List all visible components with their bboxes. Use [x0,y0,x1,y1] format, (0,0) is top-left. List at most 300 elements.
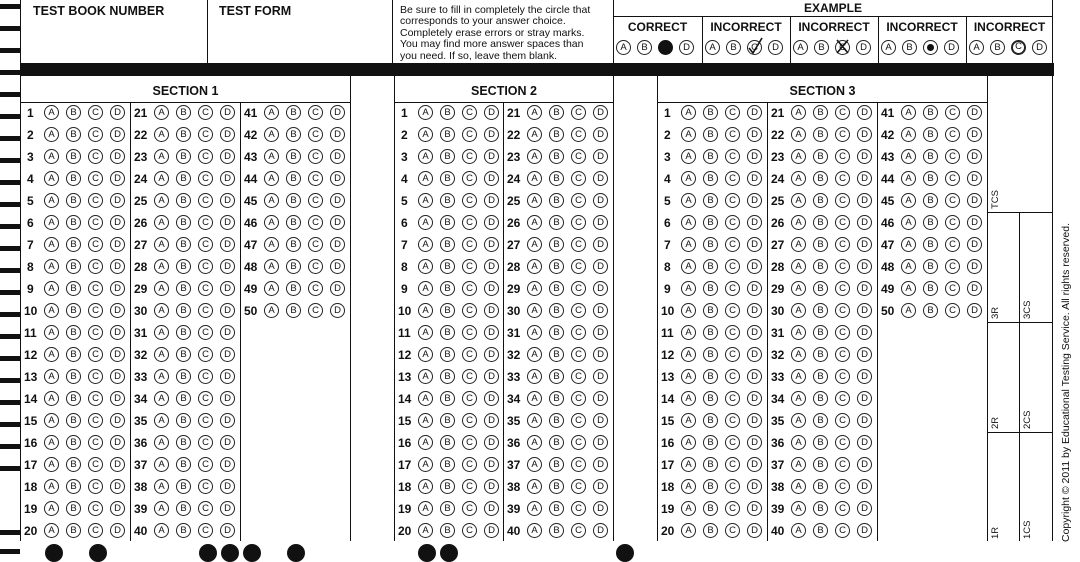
answer-bubble-s2-q35-d[interactable]: D [593,413,608,428]
answer-bubble-s2-q5-c[interactable]: C [462,193,477,208]
answer-bubble-s3-q7-c[interactable]: C [725,237,740,252]
answer-bubble-s3-q23-b[interactable]: B [813,149,828,164]
answer-bubble-s1-q21-c[interactable]: C [198,105,213,120]
answer-bubble-s2-q23-b[interactable]: B [549,149,564,164]
answer-bubble-s3-q12-c[interactable]: C [725,347,740,362]
answer-bubble-s3-q15-b[interactable]: B [703,413,718,428]
answer-bubble-s2-q36-d[interactable]: D [593,435,608,450]
answer-bubble-s3-q16-a[interactable]: A [681,435,696,450]
answer-bubble-s3-q39-c[interactable]: C [835,501,850,516]
answer-bubble-s3-q37-c[interactable]: C [835,457,850,472]
answer-bubble-s1-q6-b[interactable]: B [66,215,81,230]
answer-bubble-s1-q36-b[interactable]: B [176,435,191,450]
answer-bubble-s1-q6-c[interactable]: C [88,215,103,230]
answer-bubble-s2-q34-c[interactable]: C [571,391,586,406]
answer-bubble-s1-q48-b[interactable]: B [286,259,301,274]
answer-bubble-s1-q9-c[interactable]: C [88,281,103,296]
answer-bubble-s1-q12-b[interactable]: B [66,347,81,362]
answer-bubble-s1-q4-c[interactable]: C [88,171,103,186]
answer-bubble-s3-q42-b[interactable]: B [923,127,938,142]
answer-bubble-s2-q13-c[interactable]: C [462,369,477,384]
answer-bubble-s3-q42-a[interactable]: A [901,127,916,142]
answer-bubble-s3-q23-a[interactable]: A [791,149,806,164]
answer-bubble-s1-q43-a[interactable]: A [264,149,279,164]
answer-bubble-s1-q25-c[interactable]: C [198,193,213,208]
answer-bubble-s3-q33-c[interactable]: C [835,369,850,384]
answer-bubble-s3-q48-a[interactable]: A [901,259,916,274]
answer-bubble-s1-q45-c[interactable]: C [308,193,323,208]
answer-bubble-s3-q20-a[interactable]: A [681,523,696,538]
answer-bubble-s3-q6-b[interactable]: B [703,215,718,230]
answer-bubble-s2-q38-d[interactable]: D [593,479,608,494]
answer-bubble-s1-q45-d[interactable]: D [330,193,345,208]
answer-bubble-s2-q35-a[interactable]: A [527,413,542,428]
answer-bubble-s1-q32-c[interactable]: C [198,347,213,362]
answer-bubble-s2-q17-a[interactable]: A [418,457,433,472]
answer-bubble-s1-q44-b[interactable]: B [286,171,301,186]
answer-bubble-s2-q13-b[interactable]: B [440,369,455,384]
answer-bubble-s3-q12-b[interactable]: B [703,347,718,362]
answer-bubble-s2-q3-b[interactable]: B [440,149,455,164]
answer-bubble-s1-q35-a[interactable]: A [154,413,169,428]
answer-bubble-s3-q6-c[interactable]: C [725,215,740,230]
answer-bubble-s3-q5-b[interactable]: B [703,193,718,208]
answer-bubble-s2-q12-b[interactable]: B [440,347,455,362]
answer-bubble-s3-q3-d[interactable]: D [747,149,762,164]
answer-bubble-s1-q26-a[interactable]: A [154,215,169,230]
answer-bubble-s3-q46-a[interactable]: A [901,215,916,230]
answer-bubble-s2-q11-d[interactable]: D [484,325,499,340]
answer-bubble-s3-q16-c[interactable]: C [725,435,740,450]
answer-bubble-s2-q20-d[interactable]: D [484,523,499,538]
answer-bubble-s1-q8-a[interactable]: A [44,259,59,274]
answer-bubble-s2-q37-d[interactable]: D [593,457,608,472]
answer-bubble-s3-q31-c[interactable]: C [835,325,850,340]
answer-bubble-s1-q27-a[interactable]: A [154,237,169,252]
answer-bubble-s2-q32-a[interactable]: A [527,347,542,362]
answer-bubble-s1-q36-c[interactable]: C [198,435,213,450]
answer-bubble-s3-q25-a[interactable]: A [791,193,806,208]
answer-bubble-s1-q26-c[interactable]: C [198,215,213,230]
answer-bubble-s3-q9-b[interactable]: B [703,281,718,296]
answer-bubble-s1-q5-d[interactable]: D [110,193,125,208]
answer-bubble-s2-q34-b[interactable]: B [549,391,564,406]
answer-bubble-s3-q29-c[interactable]: C [835,281,850,296]
answer-bubble-s1-q17-a[interactable]: A [44,457,59,472]
answer-bubble-s1-q28-c[interactable]: C [198,259,213,274]
answer-bubble-s1-q26-d[interactable]: D [220,215,235,230]
answer-bubble-s3-q8-a[interactable]: A [681,259,696,274]
answer-bubble-s2-q20-c[interactable]: C [462,523,477,538]
answer-bubble-s3-q39-d[interactable]: D [857,501,872,516]
answer-bubble-s2-q34-d[interactable]: D [593,391,608,406]
answer-bubble-s3-q2-a[interactable]: A [681,127,696,142]
answer-bubble-s2-q16-b[interactable]: B [440,435,455,450]
answer-bubble-s2-q15-c[interactable]: C [462,413,477,428]
answer-bubble-s3-q47-b[interactable]: B [923,237,938,252]
answer-bubble-s2-q27-a[interactable]: A [527,237,542,252]
answer-bubble-s2-q8-d[interactable]: D [484,259,499,274]
answer-bubble-s2-q29-b[interactable]: B [549,281,564,296]
answer-bubble-s1-q46-d[interactable]: D [330,215,345,230]
answer-bubble-s3-q28-c[interactable]: C [835,259,850,274]
answer-bubble-s2-q39-d[interactable]: D [593,501,608,516]
answer-bubble-s3-q35-a[interactable]: A [791,413,806,428]
answer-bubble-s3-q13-a[interactable]: A [681,369,696,384]
answer-bubble-s3-q41-b[interactable]: B [923,105,938,120]
answer-bubble-s1-q30-b[interactable]: B [176,303,191,318]
answer-bubble-s2-q10-a[interactable]: A [418,303,433,318]
answer-bubble-s1-q23-d[interactable]: D [220,149,235,164]
answer-bubble-s3-q35-d[interactable]: D [857,413,872,428]
answer-bubble-s1-q11-a[interactable]: A [44,325,59,340]
answer-bubble-s1-q29-d[interactable]: D [220,281,235,296]
answer-bubble-s2-q13-a[interactable]: A [418,369,433,384]
answer-bubble-s1-q39-c[interactable]: C [198,501,213,516]
answer-bubble-s2-q1-b[interactable]: B [440,105,455,120]
answer-bubble-s3-q8-d[interactable]: D [747,259,762,274]
answer-bubble-s1-q47-d[interactable]: D [330,237,345,252]
answer-bubble-s1-q11-c[interactable]: C [88,325,103,340]
answer-bubble-s3-q12-d[interactable]: D [747,347,762,362]
answer-bubble-s3-q17-c[interactable]: C [725,457,740,472]
answer-bubble-s1-q17-b[interactable]: B [66,457,81,472]
answer-bubble-s3-q18-c[interactable]: C [725,479,740,494]
answer-bubble-s1-q9-d[interactable]: D [110,281,125,296]
answer-bubble-s3-q36-d[interactable]: D [857,435,872,450]
answer-bubble-s3-q31-d[interactable]: D [857,325,872,340]
answer-bubble-s3-q2-d[interactable]: D [747,127,762,142]
answer-bubble-s2-q30-d[interactable]: D [593,303,608,318]
answer-bubble-s3-q2-b[interactable]: B [703,127,718,142]
answer-bubble-s3-q11-b[interactable]: B [703,325,718,340]
answer-bubble-s2-q28-c[interactable]: C [571,259,586,274]
answer-bubble-s1-q2-c[interactable]: C [88,127,103,142]
answer-bubble-s1-q16-b[interactable]: B [66,435,81,450]
answer-bubble-s3-q22-a[interactable]: A [791,127,806,142]
answer-bubble-s3-q47-c[interactable]: C [945,237,960,252]
answer-bubble-s1-q15-c[interactable]: C [88,413,103,428]
answer-bubble-s2-q15-a[interactable]: A [418,413,433,428]
answer-bubble-s2-q38-a[interactable]: A [527,479,542,494]
answer-bubble-s3-q40-d[interactable]: D [857,523,872,538]
answer-bubble-s3-q6-a[interactable]: A [681,215,696,230]
answer-bubble-s3-q18-a[interactable]: A [681,479,696,494]
answer-bubble-s3-q3-a[interactable]: A [681,149,696,164]
answer-bubble-s1-q25-d[interactable]: D [220,193,235,208]
answer-bubble-s2-q2-c[interactable]: C [462,127,477,142]
answer-bubble-s3-q9-c[interactable]: C [725,281,740,296]
answer-bubble-s1-q27-b[interactable]: B [176,237,191,252]
answer-bubble-s3-q17-a[interactable]: A [681,457,696,472]
answer-bubble-s1-q24-b[interactable]: B [176,171,191,186]
answer-bubble-s2-q4-c[interactable]: C [462,171,477,186]
answer-bubble-s3-q28-d[interactable]: D [857,259,872,274]
answer-bubble-s3-q49-d[interactable]: D [967,281,982,296]
answer-bubble-s3-q40-c[interactable]: C [835,523,850,538]
answer-bubble-s1-q22-a[interactable]: A [154,127,169,142]
answer-bubble-s1-q49-a[interactable]: A [264,281,279,296]
answer-bubble-s2-q11-c[interactable]: C [462,325,477,340]
answer-bubble-s3-q32-b[interactable]: B [813,347,828,362]
answer-bubble-s1-q31-d[interactable]: D [220,325,235,340]
answer-bubble-s3-q19-a[interactable]: A [681,501,696,516]
answer-bubble-s3-q8-b[interactable]: B [703,259,718,274]
answer-bubble-s1-q5-c[interactable]: C [88,193,103,208]
answer-bubble-s3-q22-d[interactable]: D [857,127,872,142]
answer-bubble-s3-q45-c[interactable]: C [945,193,960,208]
answer-bubble-s2-q19-b[interactable]: B [440,501,455,516]
answer-bubble-s1-q3-c[interactable]: C [88,149,103,164]
answer-bubble-s3-q7-b[interactable]: B [703,237,718,252]
answer-bubble-s2-q33-c[interactable]: C [571,369,586,384]
answer-bubble-s2-q3-a[interactable]: A [418,149,433,164]
answer-bubble-s3-q43-b[interactable]: B [923,149,938,164]
answer-bubble-s3-q30-b[interactable]: B [813,303,828,318]
answer-bubble-s1-q12-c[interactable]: C [88,347,103,362]
answer-bubble-s1-q34-d[interactable]: D [220,391,235,406]
answer-bubble-s1-q10-a[interactable]: A [44,303,59,318]
answer-bubble-s2-q18-d[interactable]: D [484,479,499,494]
answer-bubble-s2-q32-d[interactable]: D [593,347,608,362]
answer-bubble-s3-q10-a[interactable]: A [681,303,696,318]
answer-bubble-s1-q39-b[interactable]: B [176,501,191,516]
answer-bubble-s1-q20-c[interactable]: C [88,523,103,538]
answer-bubble-s1-q18-d[interactable]: D [110,479,125,494]
answer-bubble-s3-q26-b[interactable]: B [813,215,828,230]
answer-bubble-s1-q4-d[interactable]: D [110,171,125,186]
answer-bubble-s3-q4-b[interactable]: B [703,171,718,186]
answer-bubble-s3-q27-b[interactable]: B [813,237,828,252]
answer-bubble-s1-q5-a[interactable]: A [44,193,59,208]
answer-bubble-s1-q37-b[interactable]: B [176,457,191,472]
answer-bubble-s3-q3-c[interactable]: C [725,149,740,164]
answer-bubble-s3-q33-b[interactable]: B [813,369,828,384]
answer-bubble-s3-q45-d[interactable]: D [967,193,982,208]
answer-bubble-s1-q20-a[interactable]: A [44,523,59,538]
answer-bubble-s2-q20-a[interactable]: A [418,523,433,538]
answer-bubble-s1-q12-d[interactable]: D [110,347,125,362]
answer-bubble-s2-q22-c[interactable]: C [571,127,586,142]
answer-bubble-s3-q32-d[interactable]: D [857,347,872,362]
answer-bubble-s3-q5-c[interactable]: C [725,193,740,208]
answer-bubble-s3-q34-a[interactable]: A [791,391,806,406]
answer-bubble-s3-q1-a[interactable]: A [681,105,696,120]
answer-bubble-s1-q41-b[interactable]: B [286,105,301,120]
answer-bubble-s1-q46-a[interactable]: A [264,215,279,230]
answer-bubble-s2-q12-a[interactable]: A [418,347,433,362]
answer-bubble-s2-q19-d[interactable]: D [484,501,499,516]
answer-bubble-s2-q3-c[interactable]: C [462,149,477,164]
answer-bubble-s1-q24-c[interactable]: C [198,171,213,186]
answer-bubble-s1-q4-b[interactable]: B [66,171,81,186]
answer-bubble-s1-q7-b[interactable]: B [66,237,81,252]
answer-bubble-s1-q24-d[interactable]: D [220,171,235,186]
answer-bubble-s3-q50-c[interactable]: C [945,303,960,318]
answer-bubble-s1-q33-a[interactable]: A [154,369,169,384]
answer-bubble-s2-q14-c[interactable]: C [462,391,477,406]
answer-bubble-s2-q21-d[interactable]: D [593,105,608,120]
answer-bubble-s1-q46-b[interactable]: B [286,215,301,230]
answer-bubble-s1-q7-c[interactable]: C [88,237,103,252]
answer-bubble-s2-q19-c[interactable]: C [462,501,477,516]
answer-bubble-s1-q13-b[interactable]: B [66,369,81,384]
answer-bubble-s1-q33-d[interactable]: D [220,369,235,384]
answer-bubble-s1-q18-b[interactable]: B [66,479,81,494]
answer-bubble-s1-q11-b[interactable]: B [66,325,81,340]
answer-bubble-s3-q15-c[interactable]: C [725,413,740,428]
answer-bubble-s3-q21-a[interactable]: A [791,105,806,120]
answer-bubble-s1-q20-b[interactable]: B [66,523,81,538]
answer-bubble-s1-q49-d[interactable]: D [330,281,345,296]
answer-bubble-s1-q16-a[interactable]: A [44,435,59,450]
answer-bubble-s2-q4-b[interactable]: B [440,171,455,186]
answer-bubble-s2-q27-c[interactable]: C [571,237,586,252]
answer-bubble-s2-q21-c[interactable]: C [571,105,586,120]
answer-bubble-s1-q42-b[interactable]: B [286,127,301,142]
answer-bubble-s3-q34-c[interactable]: C [835,391,850,406]
answer-bubble-s1-q50-c[interactable]: C [308,303,323,318]
answer-bubble-s2-q10-c[interactable]: C [462,303,477,318]
answer-bubble-s2-q31-b[interactable]: B [549,325,564,340]
answer-bubble-s1-q38-b[interactable]: B [176,479,191,494]
answer-bubble-s3-q42-d[interactable]: D [967,127,982,142]
answer-bubble-s1-q14-b[interactable]: B [66,391,81,406]
answer-bubble-s3-q48-d[interactable]: D [967,259,982,274]
answer-bubble-s1-q5-b[interactable]: B [66,193,81,208]
answer-bubble-s2-q30-b[interactable]: B [549,303,564,318]
answer-bubble-s1-q39-d[interactable]: D [220,501,235,516]
answer-bubble-s2-q4-d[interactable]: D [484,171,499,186]
answer-bubble-s3-q7-a[interactable]: A [681,237,696,252]
answer-bubble-s1-q48-d[interactable]: D [330,259,345,274]
answer-bubble-s3-q1-d[interactable]: D [747,105,762,120]
answer-bubble-s1-q29-b[interactable]: B [176,281,191,296]
answer-bubble-s2-q29-a[interactable]: A [527,281,542,296]
answer-bubble-s1-q26-b[interactable]: B [176,215,191,230]
answer-bubble-s3-q22-b[interactable]: B [813,127,828,142]
answer-bubble-s3-q36-c[interactable]: C [835,435,850,450]
answer-bubble-s2-q25-d[interactable]: D [593,193,608,208]
answer-bubble-s3-q25-b[interactable]: B [813,193,828,208]
answer-bubble-s3-q30-c[interactable]: C [835,303,850,318]
answer-bubble-s3-q44-d[interactable]: D [967,171,982,186]
answer-bubble-s1-q12-a[interactable]: A [44,347,59,362]
answer-bubble-s1-q38-d[interactable]: D [220,479,235,494]
answer-bubble-s3-q27-d[interactable]: D [857,237,872,252]
answer-bubble-s1-q19-b[interactable]: B [66,501,81,516]
answer-bubble-s3-q17-d[interactable]: D [747,457,762,472]
answer-bubble-s1-q32-a[interactable]: A [154,347,169,362]
answer-bubble-s3-q44-b[interactable]: B [923,171,938,186]
answer-bubble-s2-q5-d[interactable]: D [484,193,499,208]
answer-bubble-s1-q23-b[interactable]: B [176,149,191,164]
answer-bubble-s3-q10-b[interactable]: B [703,303,718,318]
answer-bubble-s1-q42-c[interactable]: C [308,127,323,142]
answer-bubble-s1-q50-b[interactable]: B [286,303,301,318]
answer-bubble-s3-q33-a[interactable]: A [791,369,806,384]
answer-bubble-s3-q30-a[interactable]: A [791,303,806,318]
answer-bubble-s1-q22-c[interactable]: C [198,127,213,142]
answer-bubble-s3-q29-b[interactable]: B [813,281,828,296]
answer-bubble-s3-q39-b[interactable]: B [813,501,828,516]
answer-bubble-s3-q50-b[interactable]: B [923,303,938,318]
answer-bubble-s1-q33-c[interactable]: C [198,369,213,384]
answer-bubble-s3-q20-b[interactable]: B [703,523,718,538]
answer-bubble-s2-q39-c[interactable]: C [571,501,586,516]
answer-bubble-s2-q13-d[interactable]: D [484,369,499,384]
answer-bubble-s3-q25-d[interactable]: D [857,193,872,208]
answer-bubble-s2-q17-b[interactable]: B [440,457,455,472]
answer-bubble-s3-q36-b[interactable]: B [813,435,828,450]
answer-bubble-s3-q10-c[interactable]: C [725,303,740,318]
answer-bubble-s1-q19-c[interactable]: C [88,501,103,516]
answer-bubble-s3-q27-c[interactable]: C [835,237,850,252]
answer-bubble-s2-q2-b[interactable]: B [440,127,455,142]
answer-bubble-s2-q25-b[interactable]: B [549,193,564,208]
answer-bubble-s2-q7-c[interactable]: C [462,237,477,252]
answer-bubble-s1-q3-d[interactable]: D [110,149,125,164]
answer-bubble-s3-q6-d[interactable]: D [747,215,762,230]
answer-bubble-s1-q42-d[interactable]: D [330,127,345,142]
answer-bubble-s3-q49-c[interactable]: C [945,281,960,296]
answer-bubble-s2-q21-b[interactable]: B [549,105,564,120]
answer-bubble-s2-q17-c[interactable]: C [462,457,477,472]
answer-bubble-s3-q34-b[interactable]: B [813,391,828,406]
answer-bubble-s2-q16-d[interactable]: D [484,435,499,450]
answer-bubble-s1-q47-b[interactable]: B [286,237,301,252]
answer-bubble-s2-q21-a[interactable]: A [527,105,542,120]
answer-bubble-s3-q26-a[interactable]: A [791,215,806,230]
answer-bubble-s3-q18-b[interactable]: B [703,479,718,494]
answer-bubble-s3-q46-c[interactable]: C [945,215,960,230]
answer-bubble-s1-q49-c[interactable]: C [308,281,323,296]
answer-bubble-s2-q28-d[interactable]: D [593,259,608,274]
answer-bubble-s2-q30-a[interactable]: A [527,303,542,318]
answer-bubble-s1-q50-a[interactable]: A [264,303,279,318]
answer-bubble-s2-q15-b[interactable]: B [440,413,455,428]
answer-bubble-s1-q27-d[interactable]: D [220,237,235,252]
answer-bubble-s1-q50-d[interactable]: D [330,303,345,318]
answer-bubble-s3-q19-c[interactable]: C [725,501,740,516]
answer-bubble-s1-q8-d[interactable]: D [110,259,125,274]
answer-bubble-s3-q2-c[interactable]: C [725,127,740,142]
answer-bubble-s3-q32-a[interactable]: A [791,347,806,362]
answer-bubble-s1-q41-d[interactable]: D [330,105,345,120]
answer-bubble-s3-q11-c[interactable]: C [725,325,740,340]
answer-bubble-s3-q20-c[interactable]: C [725,523,740,538]
answer-bubble-s3-q38-d[interactable]: D [857,479,872,494]
answer-bubble-s3-q48-b[interactable]: B [923,259,938,274]
answer-bubble-s3-q45-b[interactable]: B [923,193,938,208]
answer-bubble-s3-q49-a[interactable]: A [901,281,916,296]
answer-bubble-s3-q15-a[interactable]: A [681,413,696,428]
answer-bubble-s2-q22-b[interactable]: B [549,127,564,142]
answer-bubble-s1-q23-c[interactable]: C [198,149,213,164]
answer-bubble-s3-q45-a[interactable]: A [901,193,916,208]
answer-bubble-s1-q10-b[interactable]: B [66,303,81,318]
answer-bubble-s1-q36-a[interactable]: A [154,435,169,450]
answer-bubble-s1-q32-d[interactable]: D [220,347,235,362]
answer-bubble-s1-q27-c[interactable]: C [198,237,213,252]
answer-bubble-s3-q24-a[interactable]: A [791,171,806,186]
answer-bubble-s2-q36-a[interactable]: A [527,435,542,450]
answer-bubble-s2-q5-a[interactable]: A [418,193,433,208]
answer-bubble-s3-q41-a[interactable]: A [901,105,916,120]
answer-bubble-s2-q11-b[interactable]: B [440,325,455,340]
answer-bubble-s1-q11-d[interactable]: D [110,325,125,340]
answer-bubble-s1-q28-a[interactable]: A [154,259,169,274]
